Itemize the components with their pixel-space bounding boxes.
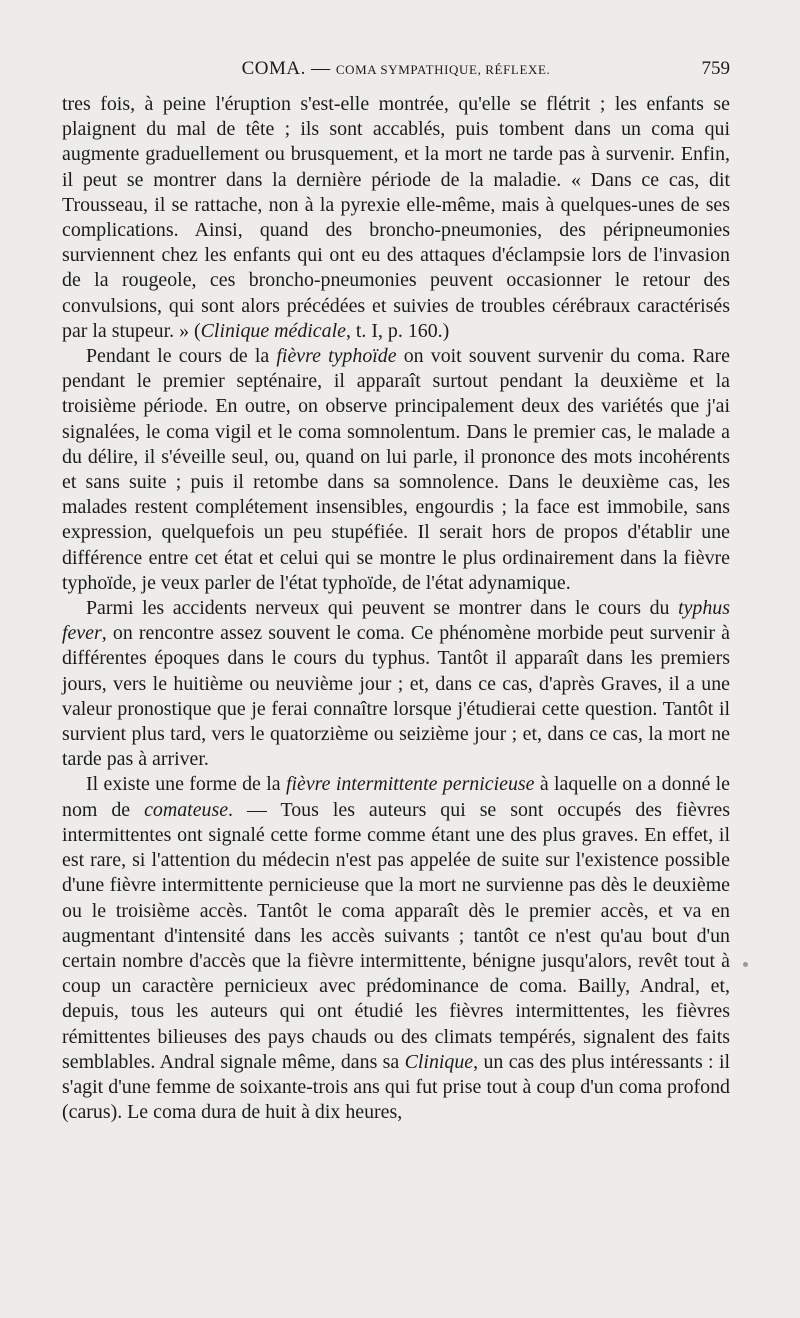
paragraph	[62, 92, 730, 344]
title-dash: —	[305, 58, 336, 79]
body-text	[62, 92, 730, 1125]
italic-text: typhus fever	[62, 597, 730, 645]
italic-text: fièvre typhoïde	[276, 345, 397, 368]
text-run: , t. I, p. 160.)	[345, 319, 450, 342]
running-header	[62, 58, 730, 84]
italic-text: Clinique	[404, 1050, 474, 1073]
section-title: COMA SYMPATHIQUE, RÉFLEXE.	[335, 62, 551, 77]
text-run: on voit souvent survenir du coma. Rare pendant le premier septénaire, il apparaît surtout pendant la deuxième et la troisième période. En outre, on observe principalement deux des variétés que j'ai signalées, le coma vigil et le coma somnolentum. Dans le premier cas, le malade a du délire, il s'éveille seul, ou, quand on lui parle, il prononce des mots incohérents et sans suite ; puis il retombe dans sa somnolence. Dans le deuxième cas, les malades restent complétement insensibles, engourdis ; la face est immobile, sans expression, quelquefois un peu stupéfiée. Il serait hors de propos d'établir une différence entre cet état et celui qui se montre le plus ordinairement dans la fièvre typhoïde, je veux parler de l'état typhoïde, de l'état adynamique.	[62, 345, 730, 594]
text-run: à laquelle on a donné le nom de	[62, 773, 730, 821]
text-run: Pendant le cours de la	[86, 345, 277, 368]
text-run: , on rencontre assez souvent le coma. Ce phénomène morbide peut survenir à différentes époques dans le cours du typhus. Tantôt il apparaît dans les premiers jours, vers le huitième ou neuvième jour ; et, dans ce cas, d'après Graves, il a une valeur pronostique que je ferai connaître lorsque j'étudierai cette question. Tantôt il survient plus tard, vers le quatorzième ou seizième jour ; et, dans ce cas, la mort ne tarde pas à arriver.	[62, 622, 730, 771]
italic-text: comateuse	[144, 798, 229, 821]
text-run: Il existe une forme de la	[86, 773, 286, 796]
italic-text: fièvre intermittente pernicieuse	[285, 773, 535, 796]
page-number: 759	[701, 58, 730, 79]
text-run: Parmi les accidents nerveux qui peuvent se montrer dans le cours du	[86, 597, 679, 620]
italic-text: Clinique médicale	[200, 319, 346, 342]
running-title	[62, 58, 730, 80]
text-run: . — Tous les auteurs qui se sont occupés des fièvres intermittentes ont signalé cette forme comme étant une des plus graves. En effet, il est rare, si l'attention du médecin n'est pas appelée de suite sur l'existence possible d'une fièvre intermittente pernicieuse que la mort ne survienne pas dès le deuxième ou le troisième accès. Tantôt le coma apparaît dès le premier accès, et va en augmentant d'intensité dans les accès suivants ; tantôt ce n'est qu'au bout d'un certain nombre d'accès que la fièvre intermittente, bénigne jusqu'alors, revêt tout à coup un caractère pernicieux avec prédominance de coma. Bailly, Andral, et, depuis, tous les auteurs qui ont étudié les fièvres intermittentes, les fièvres rémittentes bilieuses des pays chauds ou des climats tempérés, signalent des faits semblables. Andral signale même, dans sa	[62, 798, 730, 1073]
text-run: tres fois, à peine l'éruption s'est-elle montrée, qu'elle se flétrit ; les enfants se plaignent du mal de tête ; ils sont accablés, puis tombent dans un coma qui augmente graduellement ou brusquement, et la mort ne tarde pas à survenir. Enfin, il peut se montrer dans la dernière période de la maladie. « Dans ce cas, dit Trousseau, il se rattache, non à la pyrexie elle-même, mais à quelques-unes de ses complications. Ainsi, quand des broncho-pneumonies, des péripneumonies surviennent chez les enfants qui ont eu des attaques d'éclampsie lors de l'invasion de la rougeole, ces broncho-pneumonies peuvent occasionner le retour des convulsions, qui sont alors précédées et suivies de troubles cérébraux caractérisés par la stupeur. » (	[62, 93, 730, 342]
text-run: , un cas des plus intéressants : il s'agit d'une femme de soixante-trois ans qui fut prise tout à coup d'un coma profond (carus). Le coma dura de huit à dix heures,	[62, 1050, 730, 1124]
paragraph	[62, 772, 730, 1125]
paragraph	[62, 596, 730, 772]
chapter-title: COMA.	[241, 58, 306, 79]
paragraph	[62, 344, 730, 596]
page-blemish	[743, 962, 748, 967]
